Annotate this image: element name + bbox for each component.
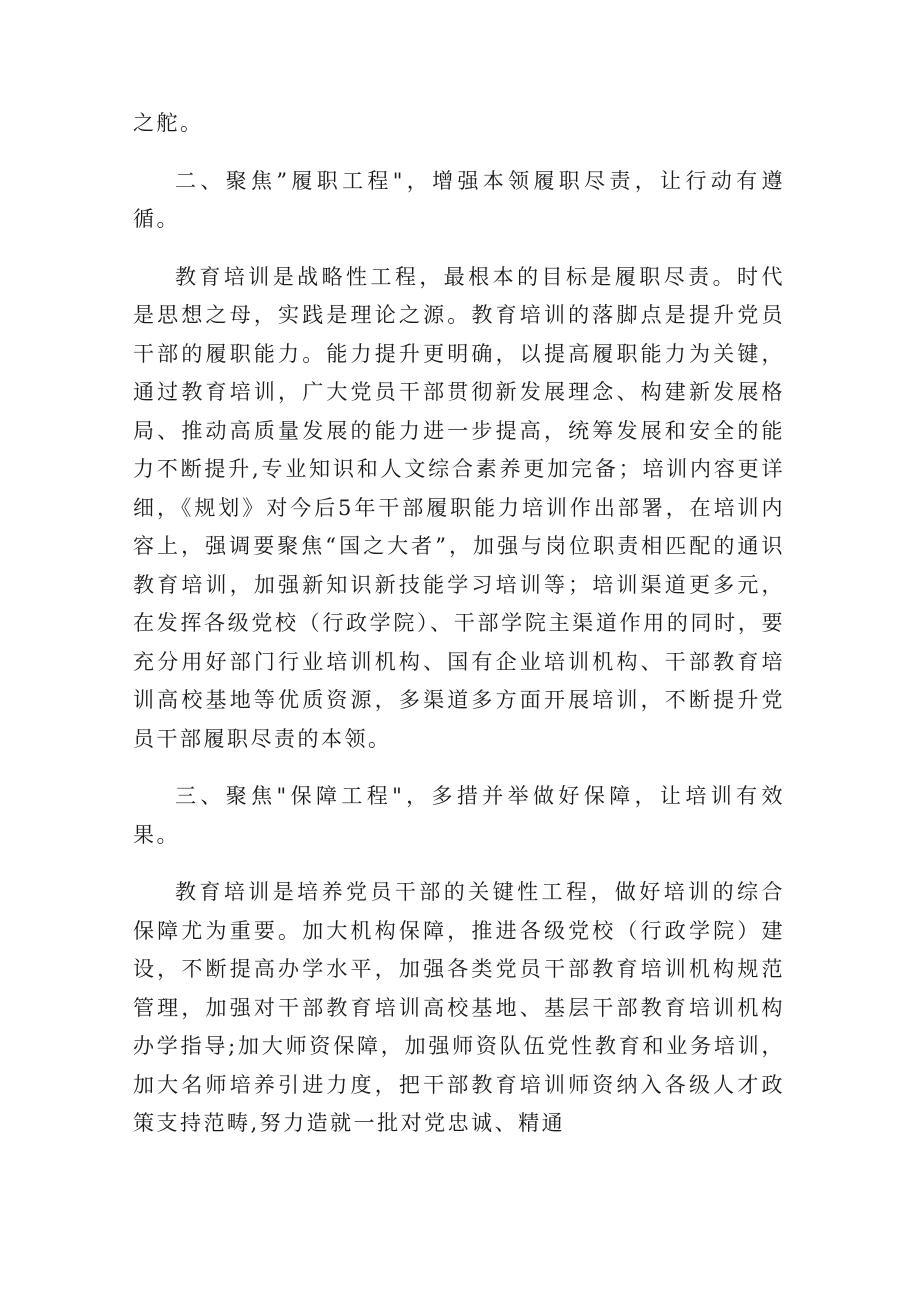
section-heading-3: 三、聚焦"保障工程"，多措并举做好保障，让培训有效果。 [133,784,785,847]
section-heading-2: 二、聚焦”履职工程"，增强本领履职尽责，让行动有遵循。 [133,168,785,231]
continuation-paragraph: 之舵。 [133,111,204,135]
body-paragraph-2: 教育培训是战略性工程，最根本的目标是履职尽责。时代是思想之母，实践是理论之源。教育培训的落脚点是提升党员干部的履职能力。能力提升更明确，以提高履职能力为关键，通过教育培训，广大党员干部贯彻新发展理念、构建新发展格局、推动高质量发展的能力进一步提高，统筹发展和安全的能力不断提升,专业知识和人文综合素养更加完备；培训内容更详细，《规划》对今后5年干部履职能力培训作出部署，在培训内容上，强调要聚焦“国之大者”，加强与岗位职责相匹配的通识教育培训，加强新知识新技能学习培训等；培训渠道更多元，在发挥各级党校（行政学院）、干部学院主渠道作用的同时，要充分用好部门行业培训机构、国有企业培训机构、干部教育培训高校基地等优质资源，多渠道多方面开展培训，不断提升党员干部履职尽责的本领。 [133,264,785,751]
body-paragraph-3: 教育培训是培养党员干部的关键性工程，做好培训的综合保障尤为重要。加大机构保障，推进各级党校（行政学院）建设，不断提高办学水平，加强各类党员干部教育培训机构规范管理，加强对干部教育培训高校基地、基层干部教育培训机构办学指导;加大师资保障，加强师资队伍党性教育和业务培训，加大名师培养引进力度，把干部教育培训师资纳入各级人才政策支持范畴,努力造就一批对党忠诚、精通 [133,880,785,1135]
document-body [133,104,785,1162]
